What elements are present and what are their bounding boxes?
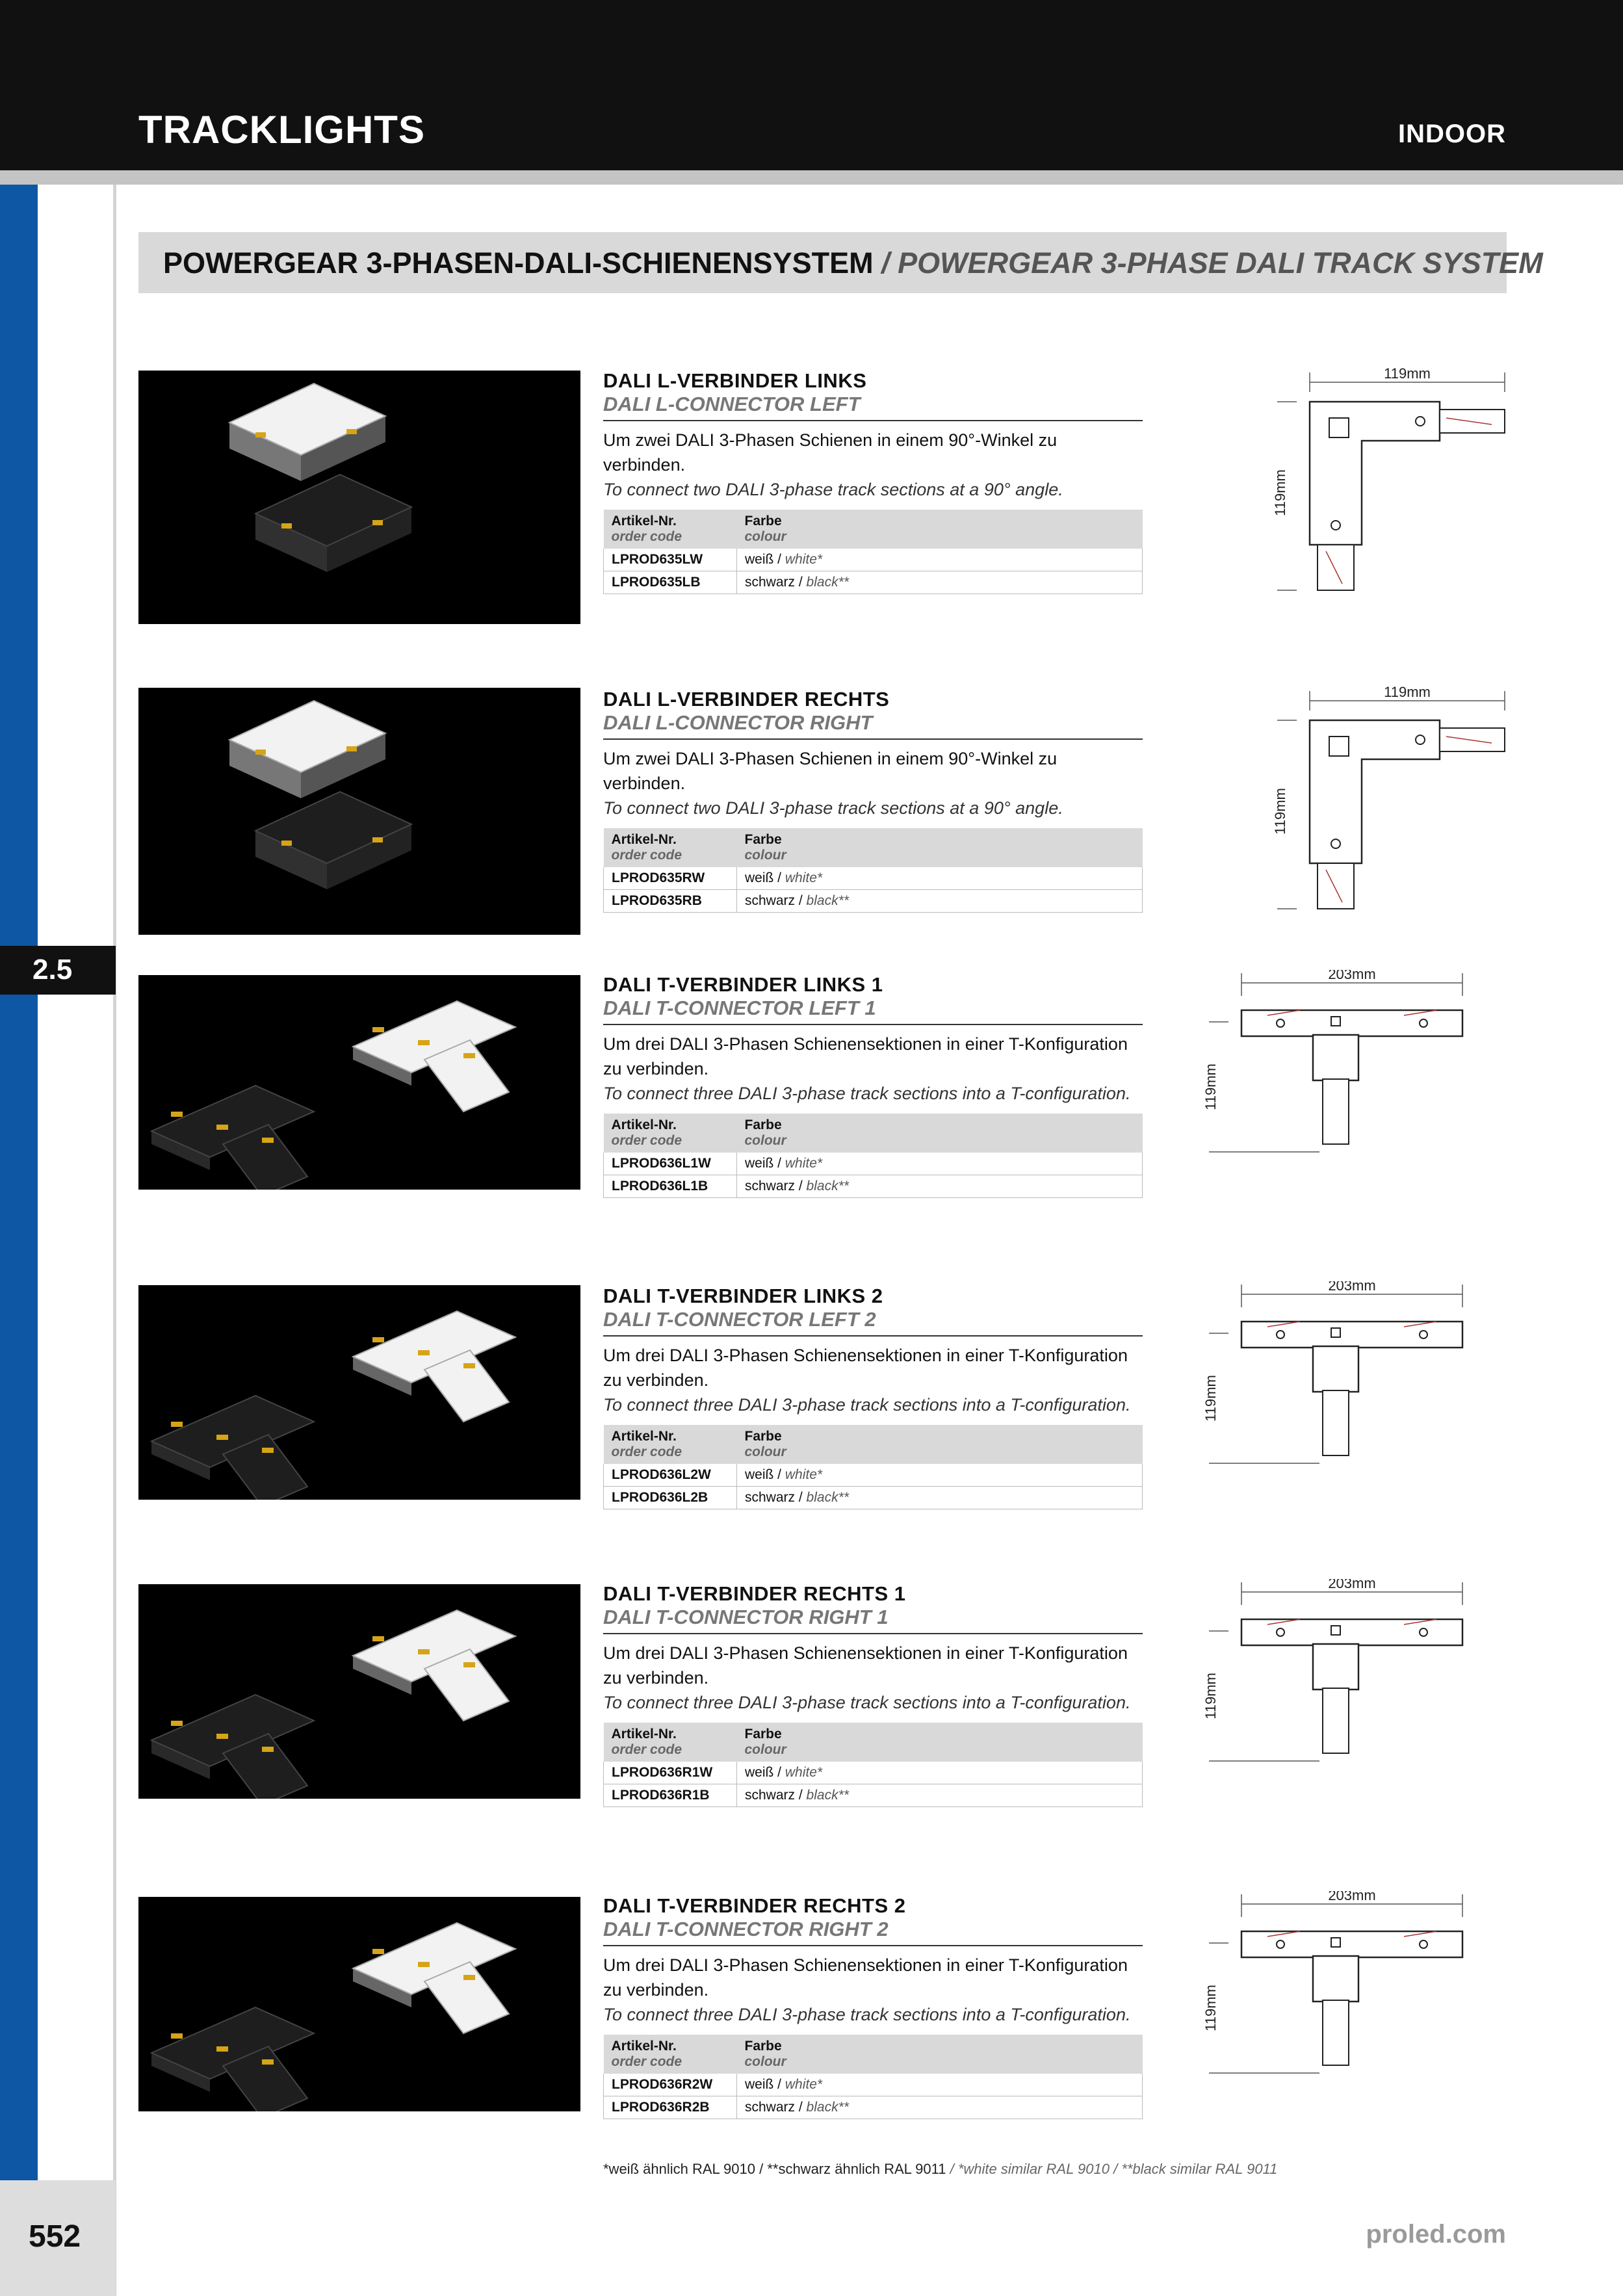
col-order-code <box>604 1114 737 1153</box>
table-row <box>604 1153 1143 1175</box>
product-photo-image <box>138 1897 580 2111</box>
section-title-sep: / <box>873 246 898 280</box>
col-order-code-de: Artikel-Nr. <box>611 1429 677 1444</box>
table-row <box>604 1784 1143 1807</box>
product-name-en: DALI T-CONNECTOR LEFT 2 <box>603 1308 1143 1337</box>
section-title <box>138 232 1543 293</box>
colour-de: schwarz <box>745 1179 796 1194</box>
dimension-width-label: 119mm <box>1384 365 1431 382</box>
colour-de: schwarz <box>745 893 796 908</box>
footnote <box>603 2161 1277 2178</box>
order-code[interactable]: LPROD636R1W <box>604 1762 737 1784</box>
order-table-header <box>604 828 1143 867</box>
colour-cell: schwarz / black** <box>737 1784 1143 1807</box>
col-order-code-de: Artikel-Nr. <box>611 2039 677 2054</box>
product-info <box>603 973 1143 1198</box>
col-order-code-en: order code <box>611 1133 682 1148</box>
colour-cell: weiß / white* <box>737 1464 1143 1487</box>
col-order-code-de: Artikel-Nr. <box>611 1727 677 1742</box>
order-code[interactable]: LPROD636R2W <box>604 2074 737 2096</box>
colour-en: white* <box>785 870 823 885</box>
dimension-drawing <box>1202 1579 1514 1803</box>
product-description-de: Um zwei DALI 3-Phasen Schienen in einem 90°-Winkel zu verbinden. <box>603 430 1058 475</box>
footnote-sep: / <box>946 2161 958 2177</box>
dimension-drawing <box>1202 1281 1514 1506</box>
header-divider <box>0 170 1623 185</box>
dimension-drawing <box>1271 363 1518 600</box>
col-colour-en: colour <box>744 848 786 863</box>
footnote-de: *weiß ähnlich RAL 9010 / **schwarz ähnlich RAL 9011 <box>603 2161 946 2177</box>
product-description-en: To connect three DALI 3-phase track sections into a T-configuration. <box>603 1084 1131 1103</box>
colour-cell: weiß / white* <box>737 1153 1143 1175</box>
product-name-de: DALI T-VERBINDER LINKS 1 <box>603 973 883 996</box>
product-photo <box>138 975 580 1190</box>
product-name-en: DALI L-CONNECTOR LEFT <box>603 393 1143 421</box>
order-table <box>603 510 1143 594</box>
order-code[interactable]: LPROD635LW <box>604 549 737 571</box>
product-description-de: Um zwei DALI 3-Phasen Schienen in einem 90°-Winkel zu verbinden. <box>603 749 1058 793</box>
dimension-height-label: 119mm <box>1202 1985 1219 2031</box>
product-info <box>603 1582 1143 1807</box>
col-colour-de: Farbe <box>744 1117 782 1132</box>
col-order-code <box>604 1425 737 1464</box>
dimension-width-label: 119mm <box>1384 684 1431 700</box>
col-colour <box>737 1114 1143 1153</box>
dimension-width-label: 203mm <box>1328 970 1376 982</box>
col-colour-en: colour <box>744 1133 786 1148</box>
col-colour-de: Farbe <box>744 832 782 847</box>
product-photo <box>138 371 580 624</box>
table-row <box>604 1464 1143 1487</box>
colour-en: white* <box>785 2077 823 2092</box>
colour-de: weiß <box>745 1156 774 1171</box>
order-code[interactable]: LPROD636L1B <box>604 1175 737 1198</box>
order-code[interactable]: LPROD635LB <box>604 571 737 594</box>
dimension-drawing <box>1202 970 1514 1194</box>
table-row <box>604 890 1143 913</box>
col-order-code-de: Artikel-Nr. <box>611 514 677 528</box>
product-photo-image <box>138 371 580 585</box>
order-code[interactable]: LPROD636L2W <box>604 1464 737 1487</box>
colour-de: weiß <box>745 552 774 567</box>
product-description-en: To connect three DALI 3-phase track sections into a T-configuration. <box>603 1395 1131 1415</box>
page-header <box>0 0 1623 170</box>
colour-en: black** <box>806 1490 849 1505</box>
side-divider <box>113 185 116 2296</box>
order-table <box>603 1114 1143 1198</box>
table-row <box>604 1762 1143 1784</box>
colour-de: schwarz <box>745 1490 796 1505</box>
dimension-width-label: 203mm <box>1328 1281 1376 1294</box>
colour-de: schwarz <box>745 575 796 590</box>
col-order-code-en: order code <box>611 848 682 863</box>
col-colour-en: colour <box>744 1742 786 1757</box>
product-name-de: DALI L-VERBINDER LINKS <box>603 369 867 392</box>
col-order-code-de: Artikel-Nr. <box>611 1117 677 1132</box>
dimension-width-label: 203mm <box>1328 1891 1376 1903</box>
order-code[interactable]: LPROD636R2B <box>604 2096 737 2119</box>
product-name-en: DALI T-CONNECTOR LEFT 1 <box>603 997 1143 1025</box>
product-info <box>603 1285 1143 1509</box>
col-order-code-en: order code <box>611 1742 682 1757</box>
col-colour <box>737 1723 1143 1762</box>
table-row <box>604 549 1143 571</box>
col-colour-de: Farbe <box>744 1429 782 1444</box>
section-title-en: POWERGEAR 3-PHASE DALI TRACK SYSTEM <box>898 246 1543 280</box>
col-colour <box>737 2035 1143 2074</box>
dimension-width-label: 203mm <box>1328 1579 1376 1591</box>
colour-de: schwarz <box>745 1788 796 1803</box>
product-name-de: DALI T-VERBINDER LINKS 2 <box>603 1285 883 1307</box>
colour-en: black** <box>806 1788 849 1803</box>
colour-en: black** <box>806 2100 849 2115</box>
product-photo <box>138 688 580 935</box>
order-table-header <box>604 1425 1143 1464</box>
product-photo <box>138 1897 580 2111</box>
side-color-bar <box>0 185 38 2180</box>
chapter-tab[interactable]: 2.5 <box>0 946 116 995</box>
colour-cell: weiß / white* <box>737 867 1143 890</box>
order-table-header <box>604 510 1143 549</box>
table-row <box>604 571 1143 594</box>
colour-en: black** <box>806 1179 849 1194</box>
col-order-code <box>604 1723 737 1762</box>
dimension-height-label: 119mm <box>1272 788 1288 835</box>
dimension-height-label: 119mm <box>1202 1375 1219 1422</box>
col-colour-de: Farbe <box>744 2039 782 2054</box>
col-colour-en: colour <box>744 1444 786 1459</box>
product-description-en: To connect two DALI 3-phase track sections at a 90° angle. <box>603 798 1063 818</box>
order-code[interactable]: LPROD635RB <box>604 890 737 913</box>
product-description-en: To connect three DALI 3-phase track sections into a T-configuration. <box>603 1693 1131 1712</box>
order-table-header <box>604 2035 1143 2074</box>
product-description-en: To connect three DALI 3-phase track sections into a T-configuration. <box>603 2005 1131 2024</box>
order-table-header <box>604 1723 1143 1762</box>
colour-en: white* <box>785 1156 823 1171</box>
colour-de: weiß <box>745 870 774 885</box>
colour-de: weiß <box>745 2077 774 2092</box>
product-photo-image <box>138 688 580 902</box>
colour-cell: weiß / white* <box>737 549 1143 571</box>
product-description-de: Um drei DALI 3-Phasen Schienensektionen in einer T-Konfiguration zu verbinden. <box>603 1346 1128 1390</box>
table-row <box>604 2074 1143 2096</box>
product-name-de: DALI L-VERBINDER RECHTS <box>603 688 890 711</box>
col-colour <box>737 1425 1143 1464</box>
colour-en: white* <box>785 552 823 567</box>
product-photo-image <box>138 1584 580 1799</box>
footer-url[interactable]: proled.com <box>1366 2220 1506 2249</box>
colour-en: white* <box>785 1765 823 1780</box>
col-order-code-en: order code <box>611 2054 682 2069</box>
col-order-code <box>604 510 737 549</box>
header-section: INDOOR <box>1398 120 1506 148</box>
product-description-de: Um drei DALI 3-Phasen Schienensektionen in einer T-Konfiguration zu verbinden. <box>603 1643 1128 1688</box>
colour-de: weiß <box>745 1765 774 1780</box>
dimension-height-label: 119mm <box>1272 469 1288 516</box>
product-photo-image <box>138 975 580 1190</box>
col-order-code <box>604 828 737 867</box>
table-row <box>604 1487 1143 1509</box>
product-info <box>603 688 1143 913</box>
colour-de: schwarz <box>745 2100 796 2115</box>
colour-en: black** <box>806 575 849 590</box>
col-order-code-en: order code <box>611 1444 682 1459</box>
colour-cell: schwarz / black** <box>737 2096 1143 2119</box>
col-colour-de: Farbe <box>744 514 782 528</box>
order-table <box>603 2035 1143 2119</box>
dimension-height-label: 119mm <box>1202 1063 1219 1110</box>
product-name-de: DALI T-VERBINDER RECHTS 1 <box>603 1582 906 1605</box>
colour-cell: schwarz / black** <box>737 1175 1143 1198</box>
col-order-code <box>604 2035 737 2074</box>
col-colour <box>737 828 1143 867</box>
order-table-header <box>604 1114 1143 1153</box>
col-colour-en: colour <box>744 2054 786 2069</box>
colour-en: white* <box>785 1467 823 1482</box>
order-code[interactable]: LPROD636L2B <box>604 1487 737 1509</box>
product-info <box>603 1894 1143 2119</box>
order-table <box>603 828 1143 913</box>
product-name-de: DALI T-VERBINDER RECHTS 2 <box>603 1894 906 1917</box>
colour-cell: schwarz / black** <box>737 890 1143 913</box>
col-colour-en: colour <box>744 529 786 544</box>
product-name-en: DALI T-CONNECTOR RIGHT 2 <box>603 1918 1143 1946</box>
colour-cell: weiß / white* <box>737 1762 1143 1784</box>
order-table <box>603 1425 1143 1509</box>
product-photo <box>138 1285 580 1500</box>
colour-cell: schwarz / black** <box>737 1487 1143 1509</box>
order-table <box>603 1723 1143 1807</box>
colour-cell: weiß / white* <box>737 2074 1143 2096</box>
section-title-de: POWERGEAR 3-PHASEN-DALI-SCHIENENSYSTEM <box>163 246 874 280</box>
col-order-code-de: Artikel-Nr. <box>611 832 677 847</box>
dimension-drawing <box>1271 681 1518 919</box>
colour-cell: schwarz / black** <box>737 571 1143 594</box>
product-photo <box>138 1584 580 1799</box>
colour-de: weiß <box>745 1467 774 1482</box>
col-order-code-en: order code <box>611 529 682 544</box>
table-row <box>604 2096 1143 2119</box>
col-colour <box>737 510 1143 549</box>
product-description-de: Um drei DALI 3-Phasen Schienensektionen in einer T-Konfiguration zu verbinden. <box>603 1955 1128 2000</box>
product-info <box>603 369 1143 594</box>
footnote-en: *white similar RAL 9010 / **black similar RAL 9011 <box>957 2161 1278 2177</box>
colour-en: black** <box>806 893 849 908</box>
header-title: TRACKLIGHTS <box>138 108 425 151</box>
dimension-drawing <box>1202 1891 1514 2115</box>
table-row <box>604 1175 1143 1198</box>
product-description-de: Um drei DALI 3-Phasen Schienensektionen in einer T-Konfiguration zu verbinden. <box>603 1034 1128 1078</box>
order-code[interactable]: LPROD636L1W <box>604 1153 737 1175</box>
product-name-en: DALI L-CONNECTOR RIGHT <box>603 711 1143 740</box>
order-code[interactable]: LPROD636R1B <box>604 1784 737 1807</box>
product-photo-image <box>138 1285 580 1500</box>
order-code[interactable]: LPROD635RW <box>604 867 737 890</box>
page-number: 552 <box>29 2219 81 2254</box>
col-colour-de: Farbe <box>744 1727 782 1742</box>
table-row <box>604 867 1143 890</box>
product-description-en: To connect two DALI 3-phase track sections at a 90° angle. <box>603 480 1063 499</box>
product-name-en: DALI T-CONNECTOR RIGHT 1 <box>603 1606 1143 1634</box>
dimension-height-label: 119mm <box>1202 1673 1219 1719</box>
